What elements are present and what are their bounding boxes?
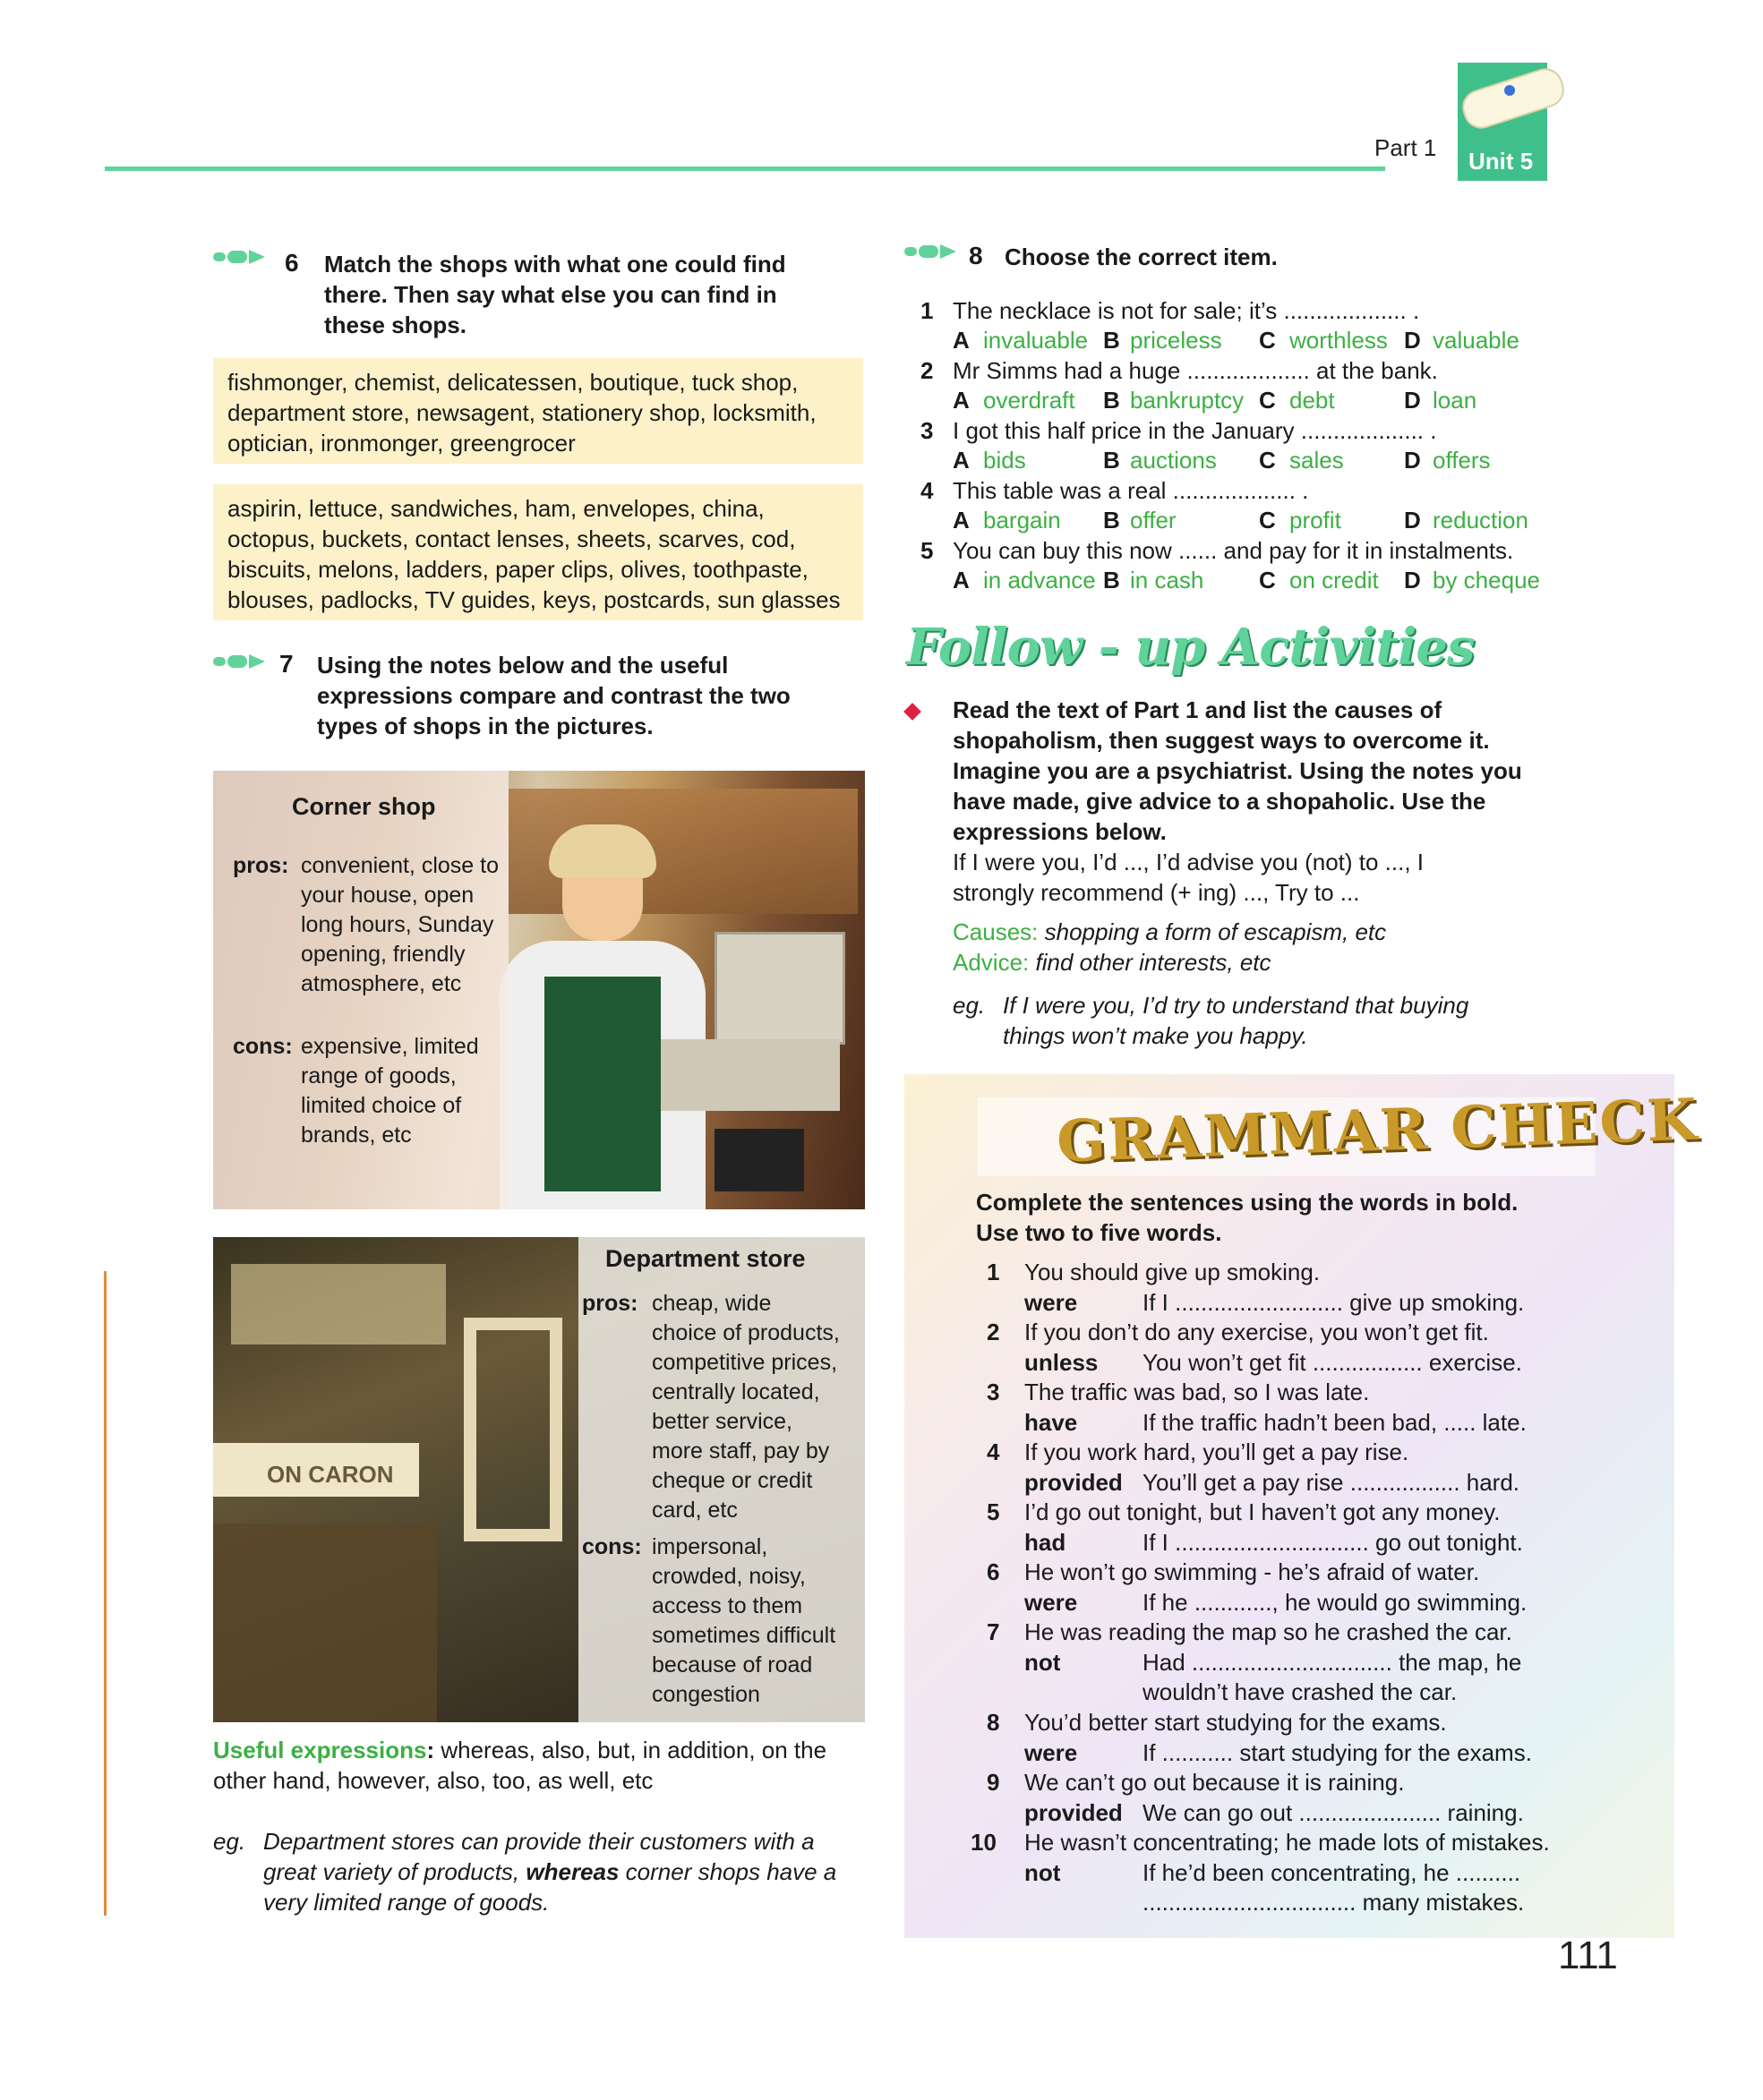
option-b[interactable]: in cash <box>1130 567 1204 593</box>
option-letter: B <box>1103 387 1120 414</box>
follow-up-example: If I were you, I’d try to understand that buying things won’t make you happy. <box>1003 992 1469 1049</box>
grammar-keyword: provided <box>1024 1799 1123 1826</box>
option-letter: C <box>1259 327 1276 354</box>
grammar-rewrite: You’ll get a pay rise ................. hard. <box>1143 1469 1520 1496</box>
option-letter: A <box>953 507 970 534</box>
store-counter-shape <box>464 1318 562 1541</box>
grammar-sentence: You should give up smoking. <box>1024 1259 1321 1285</box>
ex7-instruction: Using the notes below and the useful expressions compare and contrast the two types of shops in the pictures. <box>317 652 791 739</box>
grammar-rewrite-cont: ................................. many mistakes. <box>1143 1889 1525 1916</box>
option-letter: B <box>1103 327 1120 354</box>
grammar-rewrite: If I .............................. go out tonight. <box>1143 1529 1523 1556</box>
department-store-title: Department store <box>605 1245 806 1272</box>
question-text: I got this half price in the January ................... . <box>953 417 1437 444</box>
option-letter: B <box>1103 447 1120 474</box>
corner-cons-label: cons: <box>233 1034 293 1059</box>
grammar-item-number: 5 <box>987 1498 1000 1525</box>
option-d[interactable]: reduction <box>1433 507 1528 534</box>
grammar-rewrite: You won’t get fit ................. exercise. <box>1143 1349 1522 1376</box>
option-letter: D <box>1404 507 1421 534</box>
grammar-keyword: had <box>1024 1529 1066 1556</box>
option-d[interactable]: valuable <box>1433 327 1519 354</box>
option-letter: C <box>1259 507 1276 534</box>
question-text: You can buy this now ...... and pay for it in instalments. <box>953 537 1514 564</box>
option-letter: A <box>953 327 970 354</box>
store-floor-shape <box>213 1524 437 1722</box>
option-c[interactable]: sales <box>1289 447 1344 474</box>
ex6-instruction: Match the shops with what one could find there. Then say what else you can find in these shops. <box>324 251 786 338</box>
option-d[interactable]: offers <box>1433 447 1491 474</box>
grammar-item-number: 3 <box>987 1379 1000 1405</box>
option-letter: D <box>1404 447 1421 474</box>
grammar-item-number: 4 <box>987 1438 1000 1465</box>
grammar-sentence: If you don’t do any exercise, you won’t get fit. <box>1024 1319 1489 1345</box>
grammar-item-number: 6 <box>987 1558 1000 1585</box>
corner-shop-photo <box>213 771 865 1209</box>
part-label: Part 1 <box>1374 134 1437 161</box>
question-text: Mr Simms had a huge ................... at the bank. <box>953 357 1438 384</box>
grammar-sentence: He won’t go swimming - he’s afraid of water. <box>1024 1558 1480 1585</box>
dept-pros-list: cheap, wide choice of products, competitive prices, centrally located, better service, more staff, pay by cheque or credit card, etc <box>652 1291 840 1523</box>
bullet-diamond-icon <box>903 703 921 721</box>
option-c[interactable]: debt <box>1289 387 1335 414</box>
option-b[interactable]: priceless <box>1130 327 1222 354</box>
grammar-sentence: He wasn’t concentrating; he made lots of mistakes. <box>1024 1829 1550 1856</box>
option-letter: C <box>1259 387 1276 414</box>
option-letter: C <box>1259 567 1276 593</box>
option-b[interactable]: bankruptcy <box>1130 387 1245 414</box>
department-store-photo <box>213 1237 865 1722</box>
option-a[interactable]: bargain <box>983 507 1061 534</box>
card-reader-shape <box>715 1129 804 1191</box>
option-d[interactable]: by cheque <box>1433 567 1540 593</box>
exercise-arrow-icon <box>213 247 265 267</box>
shopkeeper-hair <box>549 824 656 878</box>
question-number: 4 <box>920 477 934 504</box>
grammar-item-number: 8 <box>987 1709 1000 1736</box>
grammar-instruction: Complete the sentences using the words in bold. Use two to five words. <box>976 1189 1519 1246</box>
grammar-rewrite: Had ............................... the map, he <box>1143 1649 1522 1676</box>
items-list-box: aspirin, lettuce, sandwiches, ham, envelopes, china, octopus, buckets, contact lenses, sheets, scarves, cod, biscuits, melons, ladders, paper clips, olives, toothpaste, blouses, padlocks, TV guides, keys, postcards, sun glasses <box>213 484 863 620</box>
option-letter: B <box>1103 507 1120 534</box>
option-letter: C <box>1259 447 1276 474</box>
grammar-item-number: 9 <box>987 1769 1000 1796</box>
grammar-keyword: were <box>1024 1739 1078 1766</box>
useful-expressions: Useful expressions: whereas, also, but, in addition, on the other hand, however, also, too, as well, etc <box>213 1737 827 1794</box>
shops-list-box: fishmonger, chemist, delicatessen, boutique, tuck shop, department store, newsagent, stationery shop, locksmith, optician, ironmonger, greengrocer <box>213 358 863 464</box>
dept-cons-label: cons: <box>582 1534 642 1559</box>
till-shape <box>715 932 845 1045</box>
grammar-sentence: You’d better start studying for the exams. <box>1024 1709 1447 1736</box>
corner-pros-list: convenient, close to your house, open long hours, Sunday opening, friendly atmosphere, etc <box>301 853 499 996</box>
question-number: 1 <box>920 297 934 324</box>
header-rule <box>105 166 1385 171</box>
question-text: This table was a real ................... . <box>953 477 1309 504</box>
exercise-arrow-icon <box>213 652 265 671</box>
exercise-arrow-icon <box>904 242 956 261</box>
dept-pros-label: pros: <box>582 1291 638 1316</box>
grammar-keyword: not <box>1024 1649 1061 1676</box>
option-a[interactable]: bids <box>983 447 1026 474</box>
grammar-keyword: provided <box>1024 1469 1123 1496</box>
grammar-title: GRAMMAR CHECK <box>1055 1086 1700 1176</box>
dept-cons-list: impersonal, crowded, noisy, access to them sometimes difficult because of road congestion <box>652 1534 836 1707</box>
question-number: 3 <box>920 417 934 444</box>
grammar-sentence: The traffic was bad, so I was late. <box>1024 1379 1370 1405</box>
grammar-rewrite: We can go out ...................... raining. <box>1143 1799 1524 1826</box>
page-number: 111 <box>1558 1934 1618 1977</box>
ex8-number: 8 <box>969 242 983 269</box>
ex7-eg-label: eg. <box>213 1828 246 1855</box>
grammar-rewrite: If I .......................... give up smoking. <box>1143 1289 1525 1316</box>
grammar-keyword: not <box>1024 1859 1061 1886</box>
option-letter: A <box>953 387 970 414</box>
option-d[interactable]: loan <box>1433 387 1477 414</box>
grammar-sentence: He was reading the map so he crashed the car. <box>1024 1618 1512 1645</box>
question-text: The necklace is not for sale; it’s ................... . <box>953 297 1420 324</box>
ex7-example: Department stores can provide their customers with a great variety of products, whereas corner shops have a very limited range of goods. <box>263 1828 837 1916</box>
option-c[interactable]: profit <box>1289 507 1341 534</box>
option-a[interactable]: invaluable <box>983 327 1089 354</box>
ex6-number: 6 <box>285 249 299 277</box>
margin-mark <box>104 1271 107 1916</box>
grammar-item-number: 7 <box>987 1618 1000 1645</box>
option-b[interactable]: auctions <box>1130 447 1217 474</box>
option-letter: B <box>1103 567 1120 593</box>
grammar-rewrite: If he’d been concentrating, he .......... <box>1143 1859 1521 1886</box>
follow-up-eg-label: eg. <box>953 992 986 1019</box>
option-letter: D <box>1404 327 1421 354</box>
grammar-rewrite: If the traffic hadn’t been bad, ..... late. <box>1143 1409 1527 1436</box>
grammar-sentence: I’d go out tonight, but I haven’t got any money. <box>1024 1498 1501 1525</box>
grammar-sentence: If you work hard, you’ll get a pay rise. <box>1024 1438 1409 1465</box>
corner-pros-label: pros: <box>233 853 289 878</box>
option-letter: D <box>1404 567 1421 593</box>
option-c[interactable]: on credit <box>1289 567 1379 593</box>
option-letter: D <box>1404 387 1421 414</box>
grammar-item-number: 10 <box>971 1829 997 1856</box>
option-a[interactable]: overdraft <box>983 387 1075 414</box>
grammar-item-number: 2 <box>987 1319 1000 1345</box>
follow-up-task: Read the text of Part 1 and list the causes of shopaholism, then suggest ways to overcome it. Imagine you are a psychiatrist. Using the notes you have made, give advice to a shopaholic. Use the expressions below. If I were you, I’d ..., I’d advise you (not) to ..., I strongly recommend (+ ing) ..., Try to ... Causes: shopping a form of escapism, etc Advice: find other interests, etc <box>953 696 1522 976</box>
follow-up-title: Follow - up Activities <box>906 618 1475 677</box>
corner-shop-title: Corner shop <box>292 793 436 820</box>
option-letter: A <box>953 567 970 593</box>
question-number: 2 <box>920 357 934 384</box>
store-counter-shape <box>231 1264 446 1345</box>
register-shape <box>661 1039 840 1111</box>
shopkeeper-apron <box>544 977 661 1191</box>
grammar-keyword: were <box>1024 1289 1078 1316</box>
ex8-instruction: Choose the correct item. <box>1005 243 1278 270</box>
unit-label: Unit 5 <box>1468 148 1534 175</box>
grammar-keyword: unless <box>1024 1349 1099 1376</box>
grammar-keyword: have <box>1024 1409 1078 1436</box>
ex7-number: 7 <box>279 650 294 678</box>
grammar-rewrite-cont: wouldn’t have crashed the car. <box>1143 1678 1458 1705</box>
grammar-rewrite: If ........... start studying for the exams. <box>1143 1739 1532 1766</box>
corner-cons-list: expensive, limited range of goods, limited choice of brands, etc <box>301 1034 479 1148</box>
option-letter: A <box>953 447 970 474</box>
option-b[interactable]: offer <box>1130 507 1177 534</box>
grammar-sentence: We can’t go out because it is raining. <box>1024 1769 1405 1796</box>
question-number: 5 <box>920 537 934 564</box>
option-c[interactable]: worthless <box>1289 327 1388 354</box>
grammar-rewrite: If he ............, he would go swimming. <box>1143 1589 1528 1616</box>
option-a[interactable]: in advance <box>983 567 1096 593</box>
grammar-item-number: 1 <box>987 1259 1000 1285</box>
useful-label: Useful expressions <box>213 1737 427 1763</box>
grammar-keyword: were <box>1024 1589 1078 1616</box>
store-sign-text: ON CARON <box>267 1461 394 1488</box>
ribbon-icon <box>1504 85 1515 96</box>
